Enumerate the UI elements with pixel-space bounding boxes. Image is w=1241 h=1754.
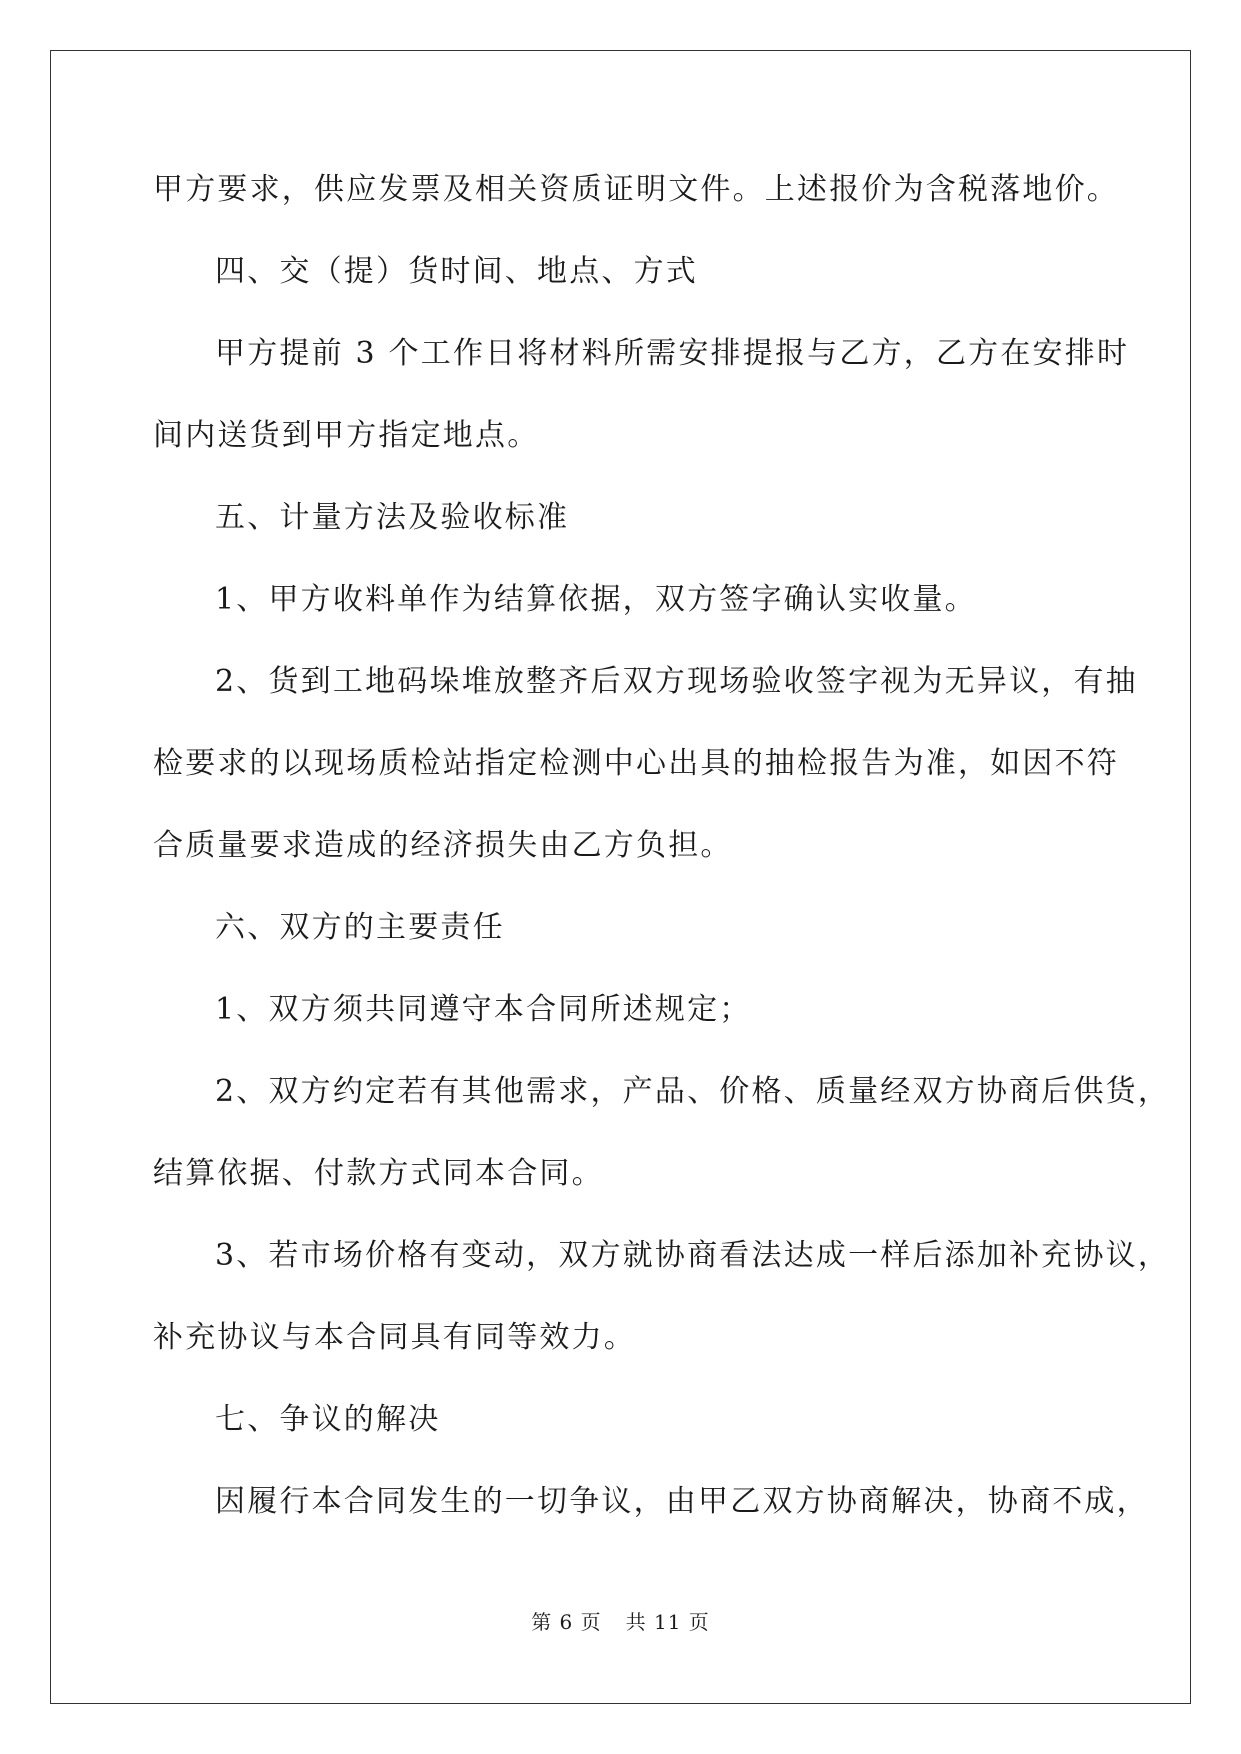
- page-total: 共 11 页: [625, 1610, 710, 1634]
- section-heading-disputes: 七、争议的解决: [215, 1402, 441, 1437]
- paragraph-line: 合质量要求造成的经济损失由乙方负担。: [153, 828, 733, 863]
- page-number: 第 6 页: [531, 1610, 602, 1634]
- paragraph-line: 1、甲方收料单作为结算依据，双方签字确认实收量。: [215, 582, 977, 617]
- paragraph-line: 甲方提前 3 个工作日将材料所需安排提报与乙方，乙方在安排时: [215, 336, 1130, 371]
- paragraph-line: 间内送货到甲方指定地点。: [153, 418, 540, 453]
- document-body: [153, 162, 1171, 1556]
- section-heading-measurement: 五、计量方法及验收标准: [215, 500, 570, 535]
- page-footer: [0, 1606, 1241, 1635]
- paragraph-line: 2、双方约定若有其他需求，产品、价格、质量经双方协商后供货，: [215, 1074, 1171, 1109]
- paragraph-line: 结算依据、付款方式同本合同。: [153, 1156, 604, 1191]
- section-heading-delivery: 四、交（提）货时间、地点、方式: [215, 254, 698, 289]
- paragraph-line: 检要求的以现场质检站指定检测中心出具的抽检报告为准，如因不符: [153, 746, 1119, 781]
- paragraph-line: 1、双方须共同遵守本合同所述规定；: [215, 992, 752, 1027]
- paragraph-line: 3、若市场价格有变动，双方就协商看法达成一样后添加补充协议，: [215, 1238, 1171, 1273]
- paragraph-line: 2、货到工地码垛堆放整齐后双方现场验收签字视为无异议，有抽: [215, 664, 1138, 699]
- paragraph-line: 补充协议与本合同具有同等效力。: [153, 1320, 636, 1355]
- paragraph-line: 因履行本合同发生的一切争议，由甲乙双方协商解决，协商不成，: [215, 1484, 1149, 1519]
- section-heading-responsibilities: 六、双方的主要责任: [215, 910, 505, 945]
- paragraph-line: 甲方要求，供应发票及相关资质证明文件。上述报价为含税落地价。: [153, 172, 1119, 207]
